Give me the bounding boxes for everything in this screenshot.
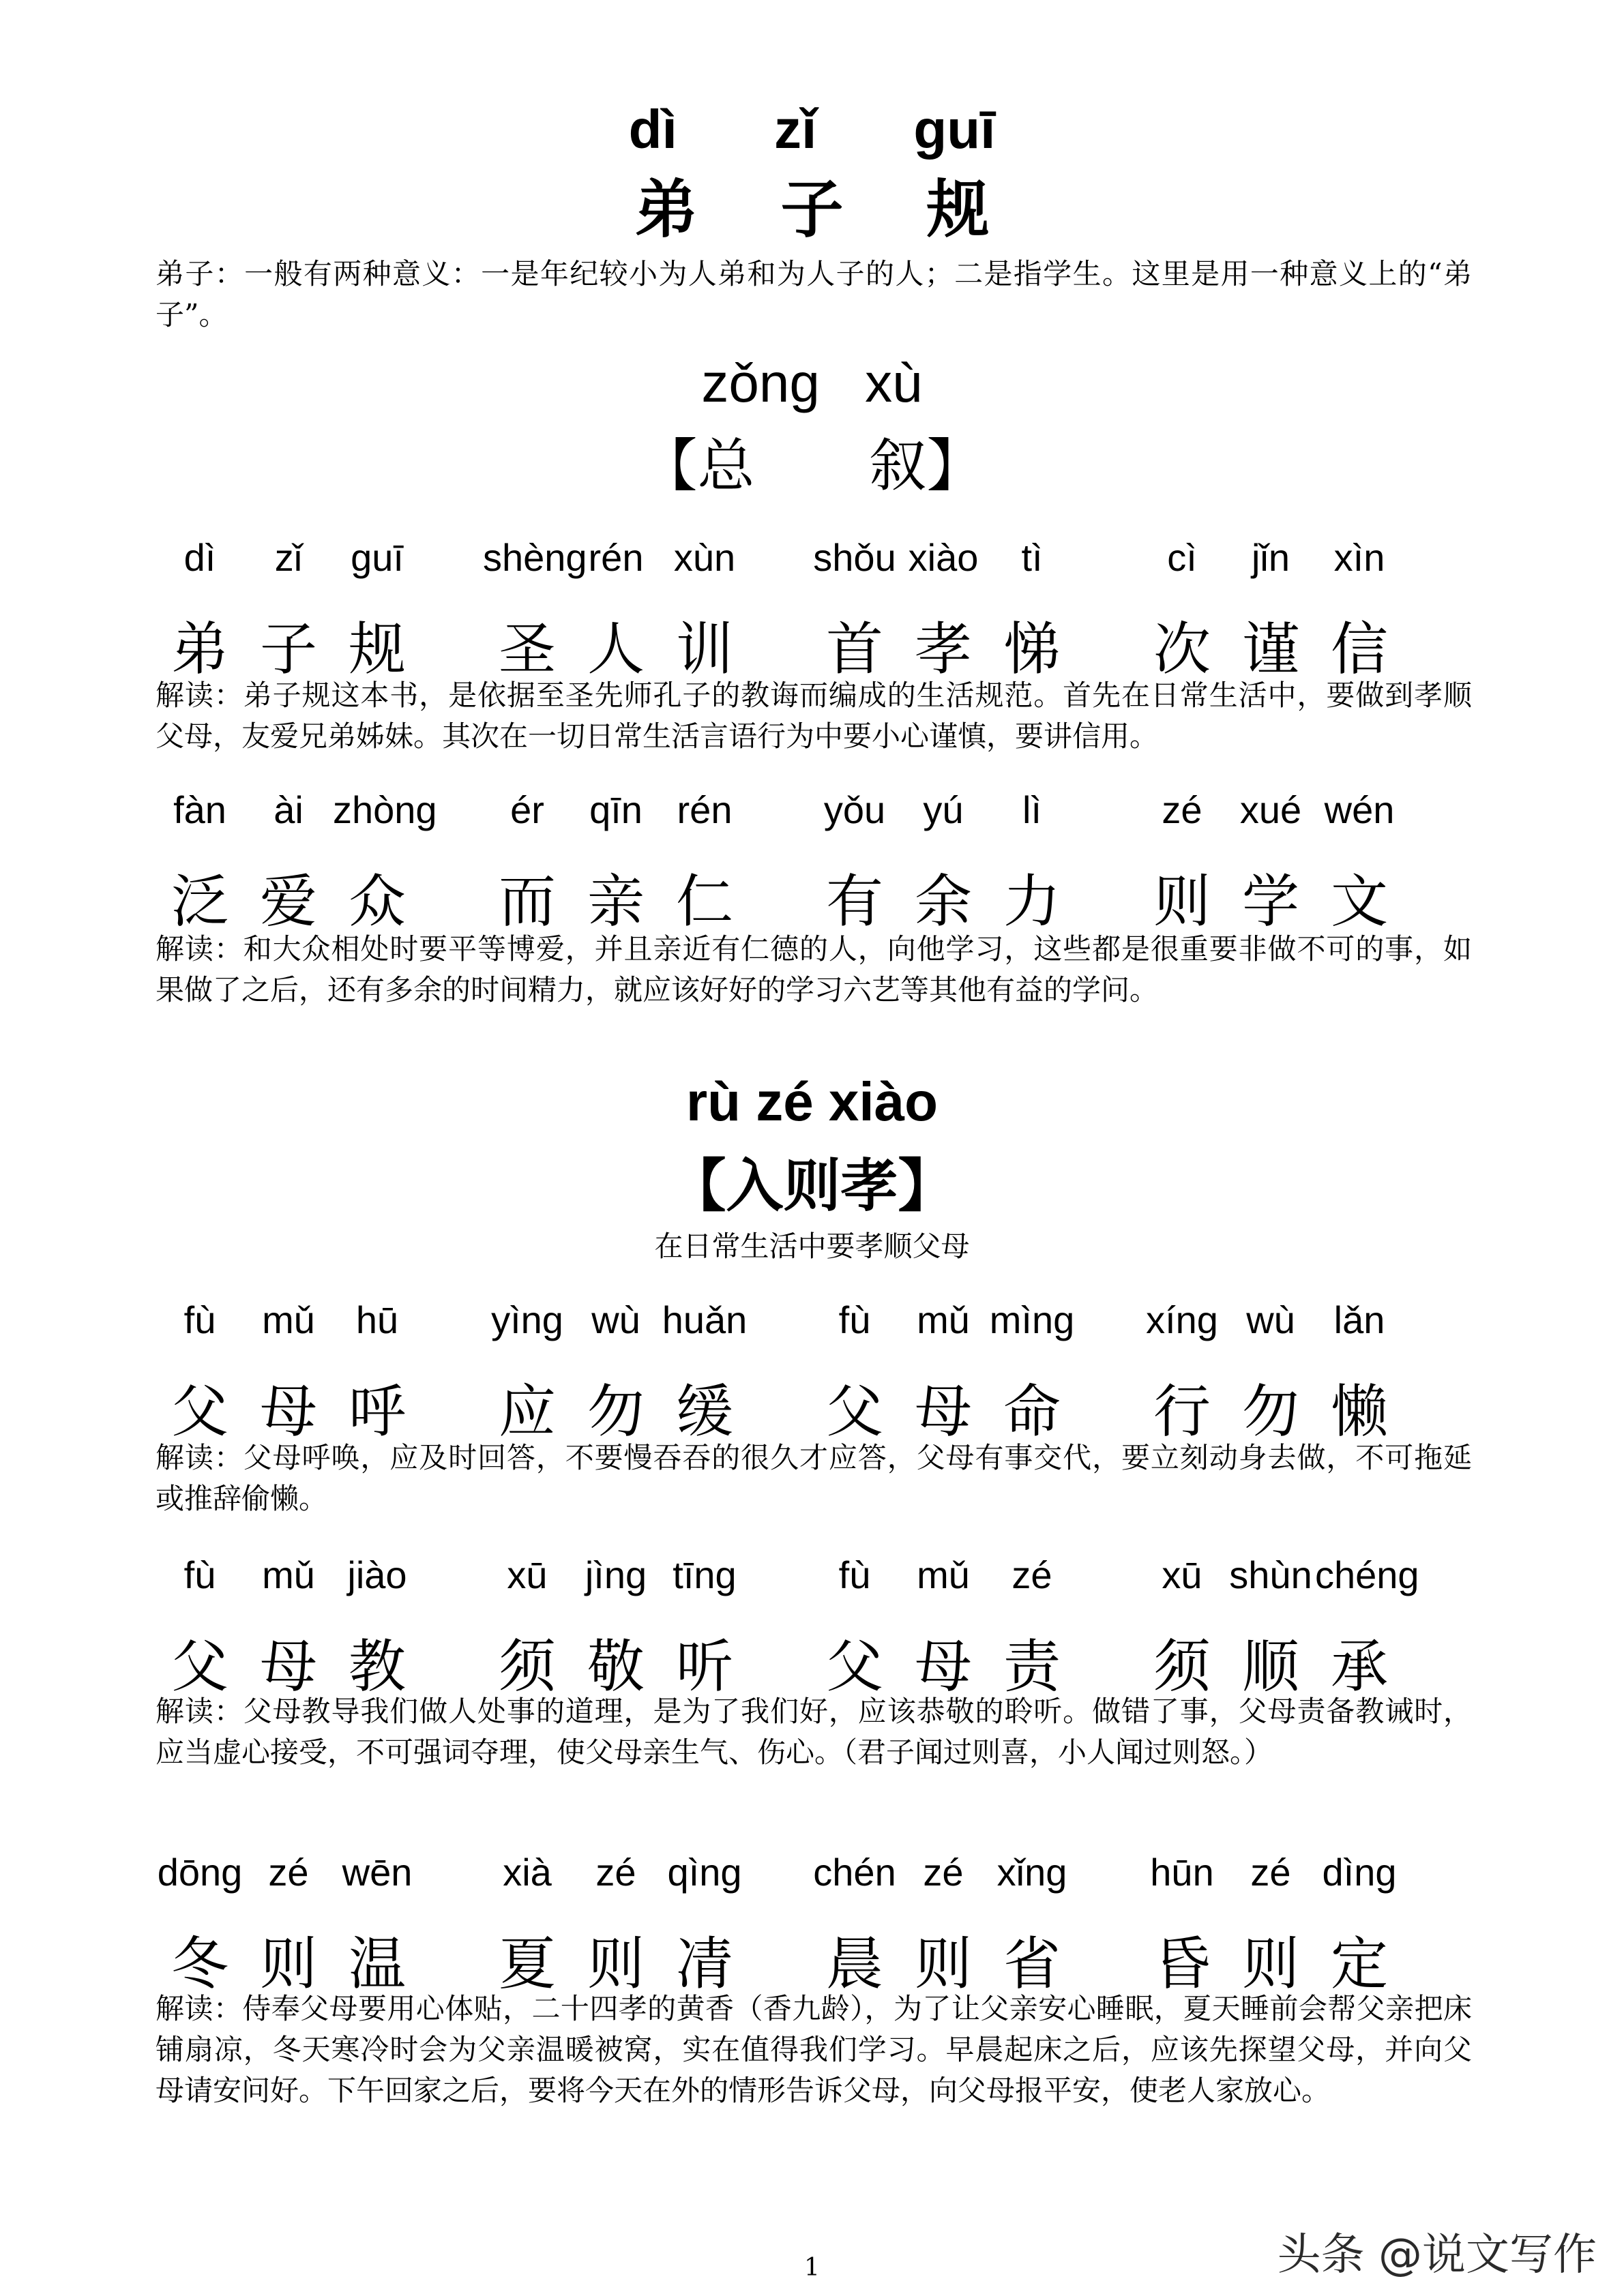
pinyin-syllable: xìn (1333, 536, 1385, 579)
pinyin-syllable: xué (1239, 788, 1302, 831)
pinyin-syllable: dìng (1322, 1851, 1397, 1894)
verse-character: 孝 (914, 615, 972, 683)
verse-explanation: 解读：父母教导我们做人处事的道理，是为了我们好，应该恭敬的聆听。做错了事，父母责备教诫时，应当虚心接受，不可强词夺理，使父母亲生气、伤心。（君子闻过则喜，小人闻过则怒。） (156, 1695, 1472, 1769)
verse-character: 定 (1330, 1930, 1388, 1997)
pinyin-syllable: cì (1167, 536, 1197, 579)
verse-character: 懒 (1330, 1377, 1388, 1445)
section-heading: 【总 叙】 (640, 432, 984, 499)
section-heading: 【入则孝】 (668, 1152, 956, 1219)
verse-hanzi-row (156, 859, 1479, 934)
verse-character: 谨 (1241, 615, 1299, 683)
pinyin-syllable: hūn (1150, 1851, 1214, 1894)
title-pinyin-syllable: zǐ (773, 99, 817, 160)
pinyin-syllable: tīng (673, 1553, 737, 1596)
pinyin-syllable: zé (1250, 1851, 1291, 1894)
verse-character: 勿 (1241, 1377, 1299, 1445)
verse-character: 弟 (171, 615, 228, 683)
verse-character: 训 (675, 615, 733, 683)
pinyin-syllable: chéng (1315, 1553, 1419, 1596)
verse-character: 父 (171, 1377, 228, 1445)
verse-explanation: 解读：弟子规这本书，是依据至圣先师孔子的教诲而编成的生活规范。首先在日常生活中，要做到孝顺父母，友爱兄弟姊妹。其次在一切日常生活言语行为中要小心谨慎，要讲信用。 (156, 679, 1472, 753)
verse-character: 父 (825, 1377, 883, 1445)
verse-character: 人 (587, 615, 645, 683)
verse-character: 泛 (171, 867, 228, 935)
verse-character: 则 (587, 1930, 645, 1997)
verse-character: 亲 (587, 867, 645, 935)
pinyin-syllable: lǎn (1333, 1298, 1385, 1341)
verse-character: 则 (1153, 867, 1211, 935)
verse-character: 首 (825, 615, 883, 683)
pinyin-syllable: xū (507, 1553, 548, 1596)
verse-character: 夏 (498, 1930, 556, 1997)
pinyin-syllable: zhòng (333, 788, 437, 831)
pinyin-syllable: tì (1021, 536, 1043, 579)
pinyin-syllable: yú (923, 788, 964, 831)
verse-character: 则 (259, 1930, 317, 1997)
verse-pinyin-row (156, 1281, 1479, 1342)
title-pinyin-syllable: dì (628, 99, 677, 160)
verse-character: 母 (914, 1377, 972, 1445)
verse-character: 责 (1003, 1632, 1061, 1700)
verse-character: 顺 (1241, 1632, 1299, 1700)
verse-character: 父 (825, 1632, 883, 1700)
pinyin-syllable: rén (677, 788, 733, 831)
verse-character: 母 (259, 1377, 317, 1445)
verse-character: 勿 (587, 1377, 645, 1445)
verse-character: 呼 (348, 1377, 406, 1445)
verse-character: 余 (914, 867, 972, 935)
title-pinyin (0, 95, 1624, 164)
verse-character: 爱 (259, 867, 317, 935)
section-pinyin-syllable: xù (865, 353, 923, 413)
verse-hanzi-row (156, 1922, 1479, 1997)
pinyin-syllable: jìng (585, 1553, 647, 1596)
pinyin-syllable: ài (274, 788, 304, 831)
verse-hanzi-row (156, 607, 1479, 682)
pinyin-syllable: zé (595, 1851, 636, 1894)
verse-character: 悌 (1003, 615, 1061, 683)
verse-character: 须 (498, 1632, 556, 1700)
verse-block (156, 1833, 1479, 1997)
pinyin-syllable: fàn (173, 788, 226, 831)
verse-character: 教 (348, 1632, 406, 1700)
pinyin-syllable: xiào (908, 536, 979, 579)
pinyin-syllable: zé (1012, 1553, 1052, 1596)
verse-character: 省 (1003, 1930, 1061, 1997)
section-subtitle: 在日常生活中要孝顺父母 (654, 1229, 970, 1263)
verse-hanzi-row (156, 1624, 1479, 1699)
pinyin-syllable: yǒu (823, 788, 886, 831)
verse-block (156, 1536, 1479, 1699)
verse-hanzi-row (156, 1369, 1479, 1444)
pinyin-syllable: zé (1162, 788, 1202, 831)
verse-pinyin-row (156, 1536, 1479, 1597)
pinyin-syllable: qīn (589, 788, 643, 831)
pinyin-syllable: huǎn (662, 1298, 748, 1341)
verse-character: 众 (348, 867, 406, 935)
verse-character: 文 (1330, 867, 1388, 935)
verse-character: 子 (259, 615, 317, 683)
pinyin-syllable: wēn (342, 1851, 413, 1894)
page-title (0, 172, 1624, 247)
verse-character: 晨 (825, 1930, 883, 1997)
watermark: 头条 @说文写作 (1277, 2230, 1597, 2280)
verse-character: 凊 (675, 1930, 733, 1997)
pinyin-syllable: chén (813, 1851, 896, 1894)
pinyin-syllable: ér (510, 788, 544, 831)
section-pinyin: rù zé xiào (685, 1071, 939, 1132)
verse-character: 学 (1241, 867, 1299, 935)
verse-character: 则 (914, 1930, 972, 1997)
verse-character: 昏 (1153, 1930, 1211, 1997)
title-character: 规 (926, 173, 990, 246)
verse-character: 承 (1330, 1632, 1388, 1700)
verse-explanation: 解读：侍奉父母要用心体贴，二十四孝的黄香（香九龄），为了让父亲安心睡眠，夏天睡前会帮父亲把床铺扇凉，冬天寒冷时会为父亲温暖被窝，实在值得我们学习。早晨起床之后，应该先探望父母，并向父母请安问好。下午回家之后，要将今天在外的情形告诉父母，向父母报平安，使老人家放心。 (156, 1992, 1472, 2107)
pinyin-syllable: xū (1162, 1553, 1202, 1596)
pinyin-syllable: shǒu (813, 536, 896, 579)
verse-character: 听 (675, 1632, 733, 1700)
pinyin-syllable: zé (268, 1851, 309, 1894)
verse-character: 应 (498, 1377, 556, 1445)
verse-character: 母 (259, 1632, 317, 1700)
verse-character: 温 (348, 1930, 406, 1997)
section-pinyin (0, 349, 1624, 417)
pinyin-syllable: xià (503, 1851, 552, 1894)
verse-explanation: 解读：和大众相处时要平等博爱，并且亲近有仁德的人，向他学习，这些都是很重要非做不可的事，如果做了之后，还有多余的时间精力，就应该好好的学习六艺等其他有益的学问。 (156, 932, 1472, 1007)
verse-character: 父 (171, 1632, 228, 1700)
pinyin-syllable: yìng (491, 1298, 563, 1341)
verse-character: 力 (1003, 867, 1061, 935)
verse-character: 行 (1153, 1377, 1211, 1445)
pinyin-syllable: xǐng (996, 1851, 1067, 1894)
pinyin-syllable: wù (591, 1298, 640, 1341)
intro-paragraph: 弟子：一般有两种意义：一是年纪较小为人弟和为人子的人；二是指学生。这里是用一种意义上的“弟子”。 (156, 257, 1472, 331)
pinyin-syllable: dōng (157, 1851, 243, 1894)
verse-pinyin-row (156, 518, 1479, 580)
verse-character: 仁 (675, 867, 733, 935)
pinyin-syllable: zé (923, 1851, 964, 1894)
verse-explanation: 解读：父母呼唤，应及时回答，不要慢吞吞的很久才应答，父母有事交代，要立刻动身去做，不可拖延或推辞偷懒。 (156, 1441, 1472, 1515)
pinyin-syllable: wén (1324, 788, 1395, 831)
verse-character: 母 (914, 1632, 972, 1700)
verse-character: 圣 (498, 615, 556, 683)
title-character: 子 (780, 173, 844, 246)
pinyin-syllable: qìng (667, 1851, 742, 1894)
verse-character: 冬 (171, 1930, 228, 1997)
verse-block (156, 771, 1479, 934)
pinyin-syllable: shèng (483, 536, 587, 579)
pinyin-syllable: fù (183, 1298, 216, 1341)
verse-character: 而 (498, 867, 556, 935)
verse-character: 规 (348, 615, 406, 683)
verse-character: 敬 (587, 1632, 645, 1700)
pinyin-syllable: xíng (1146, 1298, 1218, 1341)
pinyin-syllable: xùn (673, 536, 736, 579)
pinyin-syllable: fù (183, 1553, 216, 1596)
section-pinyin-syllable: zǒng (701, 353, 820, 413)
verse-character: 缓 (675, 1377, 733, 1445)
verse-character: 则 (1241, 1930, 1299, 1997)
pinyin-syllable: lì (1022, 788, 1042, 831)
pinyin-syllable: mìng (989, 1298, 1075, 1341)
pinyin-syllable: shùn (1229, 1553, 1312, 1596)
title-character: 弟 (634, 173, 698, 246)
pinyin-syllable: mǔ (262, 1553, 315, 1596)
pinyin-syllable: fù (838, 1298, 871, 1341)
pinyin-syllable: jǐn (1251, 536, 1290, 579)
pinyin-syllable: guī (351, 536, 404, 579)
verse-pinyin-row (156, 771, 1479, 832)
pinyin-syllable: dì (183, 536, 216, 579)
pinyin-syllable: wù (1246, 1298, 1295, 1341)
verse-character: 次 (1153, 615, 1211, 683)
verse-character: 须 (1153, 1632, 1211, 1700)
pinyin-syllable: mǔ (917, 1298, 970, 1341)
title-pinyin-syllable: guī (913, 99, 996, 160)
pinyin-syllable: rén (588, 536, 644, 579)
verse-character: 命 (1003, 1377, 1061, 1445)
pinyin-syllable: jiào (347, 1553, 407, 1596)
pinyin-syllable: zǐ (274, 536, 303, 579)
pinyin-syllable: mǔ (917, 1553, 970, 1596)
page-number: 1 (804, 2254, 820, 2282)
verse-block (156, 518, 1479, 682)
verse-pinyin-row (156, 1833, 1479, 1894)
verse-character: 信 (1330, 615, 1388, 683)
pinyin-syllable: mǔ (262, 1298, 315, 1341)
pinyin-syllable: hū (355, 1298, 399, 1341)
verse-block (156, 1281, 1479, 1444)
verse-character: 有 (825, 867, 883, 935)
pinyin-syllable: fù (838, 1553, 871, 1596)
